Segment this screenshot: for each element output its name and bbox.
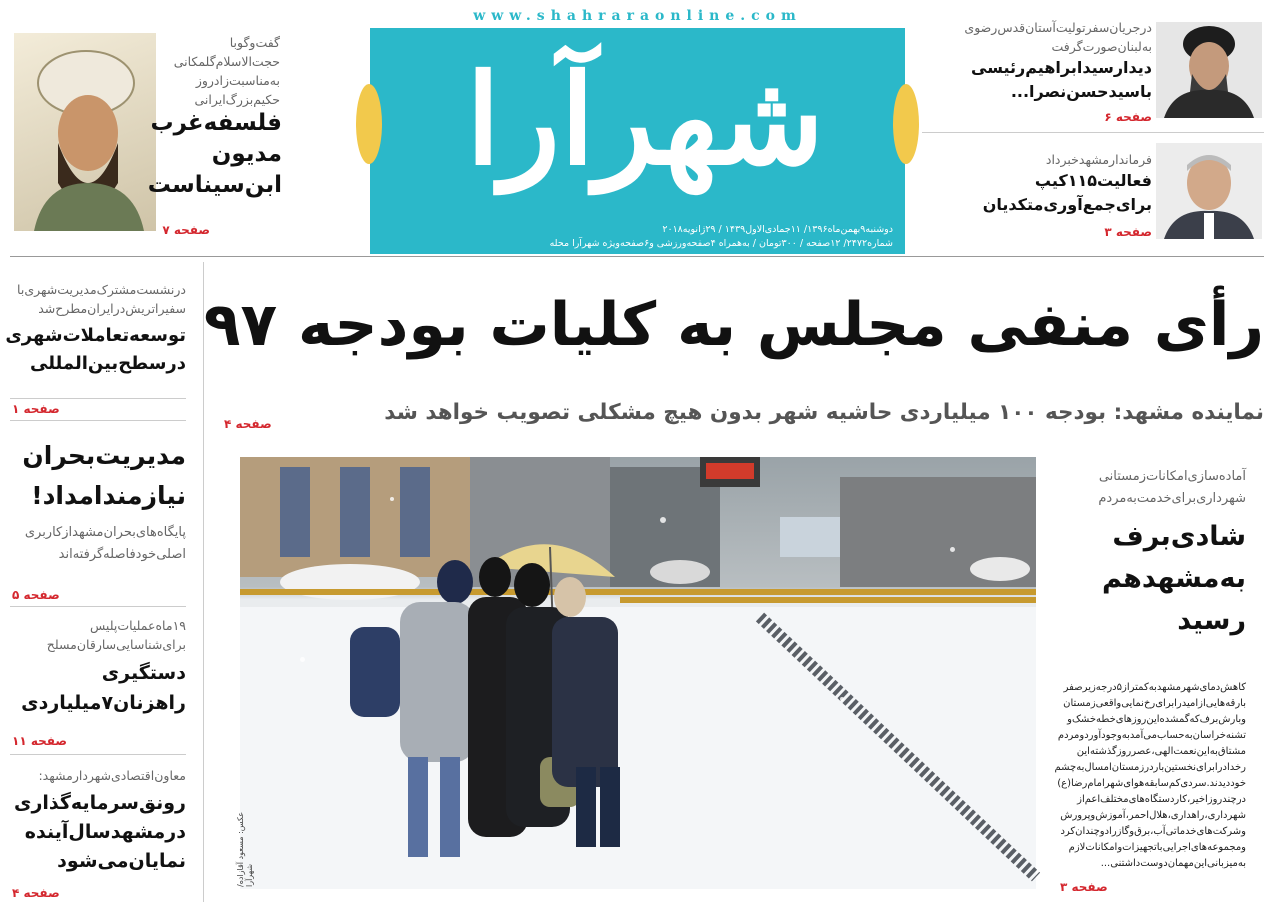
right-body-line: خوددیدند.سردی‌کم‌سابقه‌هوای‌شهرامام‌رضا(ع) xyxy=(1057,778,1246,789)
top-right-1-headline-1[interactable]: دیدارسیدابراهیم‌رئیسی xyxy=(971,58,1152,77)
left-4-headline-3[interactable]: نمایان‌می‌شود xyxy=(57,850,186,872)
top-left-headline-2[interactable]: مدیون xyxy=(211,141,282,167)
masthead-ornament-right xyxy=(893,84,919,164)
left-3-kicker-1: ۱۹ماه‌عملیات‌پلیس xyxy=(90,618,186,633)
top-left-kicker-4: حکیم‌بزرگ‌ایرانی xyxy=(194,92,280,107)
right-body-line: بارقه‌هایی‌ازامیدرابرای‌رخ‌نمایی‌واقعی‌زمستان xyxy=(1063,698,1246,709)
left-3-page[interactable]: صفحه ۱۱ xyxy=(12,734,67,748)
top-right-1-page[interactable]: صفحه ۶ xyxy=(1104,110,1152,124)
top-right-1-headline-2[interactable]: باسیدحسن‌نصرا... xyxy=(1010,82,1152,101)
left-3-headline-2[interactable]: راهزنان۷میلیاردی xyxy=(21,692,186,714)
left-2-headline-2[interactable]: نیازمندامداد! xyxy=(31,481,186,510)
right-body-line: ومجموعه‌های‌اجرایی‌باتجهیزات‌وامکانات‌لازم xyxy=(1068,842,1246,853)
left-3-headline-1[interactable]: دستگیری xyxy=(101,662,186,684)
governor-portrait xyxy=(1156,143,1262,239)
left-1-kicker-2: سفیراتریش‌درایران‌مطرح‌شد xyxy=(38,301,186,316)
top-right-2-headline-1[interactable]: فعالیت۱۱۵کیپ xyxy=(1034,171,1152,190)
top-left-kicker-1: گفت‌وگوبا xyxy=(229,35,280,50)
right-body-line: کاهش‌دمای‌شهرمشهدبه‌کمتراز۵درجه‌زیرصفر xyxy=(1063,682,1246,693)
right-kicker-1: آماده‌سازی‌امکانات‌زمستانی xyxy=(1098,469,1246,484)
left-1-page[interactable]: صفحه ۱ xyxy=(12,402,60,416)
right-body-line: به‌میزبانی‌این‌مهمان‌دوست‌داشتنی... xyxy=(1100,858,1246,869)
masthead[interactable] xyxy=(370,6,905,254)
right-headline-3[interactable]: رسید xyxy=(1177,605,1246,636)
left-4-kicker: معاون‌اقتصادی‌شهردارمشهد: xyxy=(38,768,186,783)
snow-photo[interactable] xyxy=(236,457,1036,889)
right-body-line: درچندروزاخیر،کاردستگاه‌های‌مختلف‌اعم‌از xyxy=(1077,794,1246,805)
right-body xyxy=(1048,680,1246,872)
left-1-headline-1[interactable]: توسعه‌تعاملات‌شهری xyxy=(5,325,186,346)
top-right-2-headline-2[interactable]: برای‌جمع‌آوری‌متکدیان xyxy=(982,195,1152,214)
avicenna-portrait xyxy=(14,33,156,231)
right-body-line: وشرکت‌های‌خدماتی‌آب،برق‌وگازرادوچندان‌کرد xyxy=(1060,826,1246,837)
top-left-kicker-2: حجت‌الاسلام‌گلمکانی xyxy=(173,54,280,69)
right-body-line: وبارش‌برف‌که‌گمشده‌این‌روزهای‌خطه‌خشک‌و xyxy=(1067,714,1246,725)
masthead-logo[interactable]: شهرآرا xyxy=(465,48,825,193)
top-left-kicker-3: به‌مناسبت‌زادروز xyxy=(195,73,280,88)
left-2-page[interactable]: صفحه ۵ xyxy=(12,588,60,602)
right-body-line: رخدادرابرای‌نخستین‌باردرزمستان‌امسال‌به‌چشم xyxy=(1054,762,1246,773)
masthead-issue-line: شماره۲۴۷۲/ ۱۲صفحه / ۳۰۰تومان / به‌همراه ۴صفحه‌ورزشی و۶صفحه‌ویژه شهرآرا محله xyxy=(549,238,893,249)
photo-credit: عکس: مسعود آقازاده/ شهرآرا xyxy=(236,811,254,887)
right-headline-1[interactable]: شادی‌برف xyxy=(1112,521,1246,552)
right-body-line: مشتاق‌به‌این‌نعمت‌الهی،عصرروزگذشته‌این xyxy=(1076,746,1246,757)
top-right-2-kicker: فرماندارمشهدخبرداد xyxy=(1045,152,1152,167)
masthead-ornament-left xyxy=(356,84,382,164)
top-right-2-page[interactable]: صفحه ۳ xyxy=(1104,225,1152,239)
left-4-headline-2[interactable]: درمشهدسال‌آینده xyxy=(24,821,186,843)
left-1-headline-2[interactable]: درسطح‌بین‌المللی xyxy=(29,353,186,374)
right-body-line: شهرداری،راهداری،هلال‌احمر،آموزش‌وپرورش xyxy=(1060,810,1246,821)
top-left-headline-1[interactable]: فلسفه‌غرب xyxy=(150,110,282,136)
left-4-page[interactable]: صفحه ۴ xyxy=(12,886,60,900)
top-left-headline-3[interactable]: ابن‌سیناست xyxy=(147,172,282,198)
left-4-headline-1[interactable]: رونق‌سرمایه‌گذاری xyxy=(14,792,186,814)
main-headline[interactable]: رأی منفی مجلس به کلیات بودجه ۹۷ xyxy=(203,290,1264,360)
main-page[interactable]: صفحه ۴ xyxy=(224,417,272,431)
masthead-date-line: دوشنبه۹بهمن‌ماه۱۳۹۶/ ۱۱جمادی‌الاول۱۴۳۹ / ۲۹ژانویه۲۰۱۸ xyxy=(662,224,893,235)
left-2-sub-1: پایگاه‌های‌بحران‌مشهدازکاربری xyxy=(24,525,186,540)
right-headline-2[interactable]: به‌مشهدهم xyxy=(1101,563,1246,594)
right-kicker-2: شهرداری‌برای‌خدمت‌به‌مردم xyxy=(1098,491,1246,506)
main-subhead[interactable]: نماینده مشهد: بودجه ۱۰۰ میلیاردی حاشیه شهر بدون هیچ مشکلی تصویب خواهد شد xyxy=(384,400,1264,425)
top-right-1-kicker-1: درجریان‌سفرتولیت‌آستان‌قدس‌رضوی xyxy=(964,20,1152,35)
right-page[interactable]: صفحه ۳ xyxy=(1060,880,1108,894)
masthead-url[interactable]: www.shahraraonline.com xyxy=(473,8,802,24)
right-body-line: تشنه‌خراسان‌به‌حساب‌می‌آمدبه‌وجودآوردومردم xyxy=(1057,730,1246,741)
left-1-kicker-1: درنشست‌مشترک‌مدیریت‌شهری‌با xyxy=(17,282,186,297)
top-left-page[interactable]: صفحه ۷ xyxy=(162,223,210,237)
raisi-portrait xyxy=(1156,22,1262,118)
left-2-sub-2: اصلی‌خودفاصله‌گرفته‌اند xyxy=(58,547,186,562)
left-2-headline-1[interactable]: مدیریت‌بحران xyxy=(22,441,186,470)
top-right-1-kicker-2: به‌لبنان‌صورت‌گرفت xyxy=(1051,39,1152,54)
left-3-kicker-2: برای‌شناسایی‌سارقان‌مسلح xyxy=(46,637,186,652)
